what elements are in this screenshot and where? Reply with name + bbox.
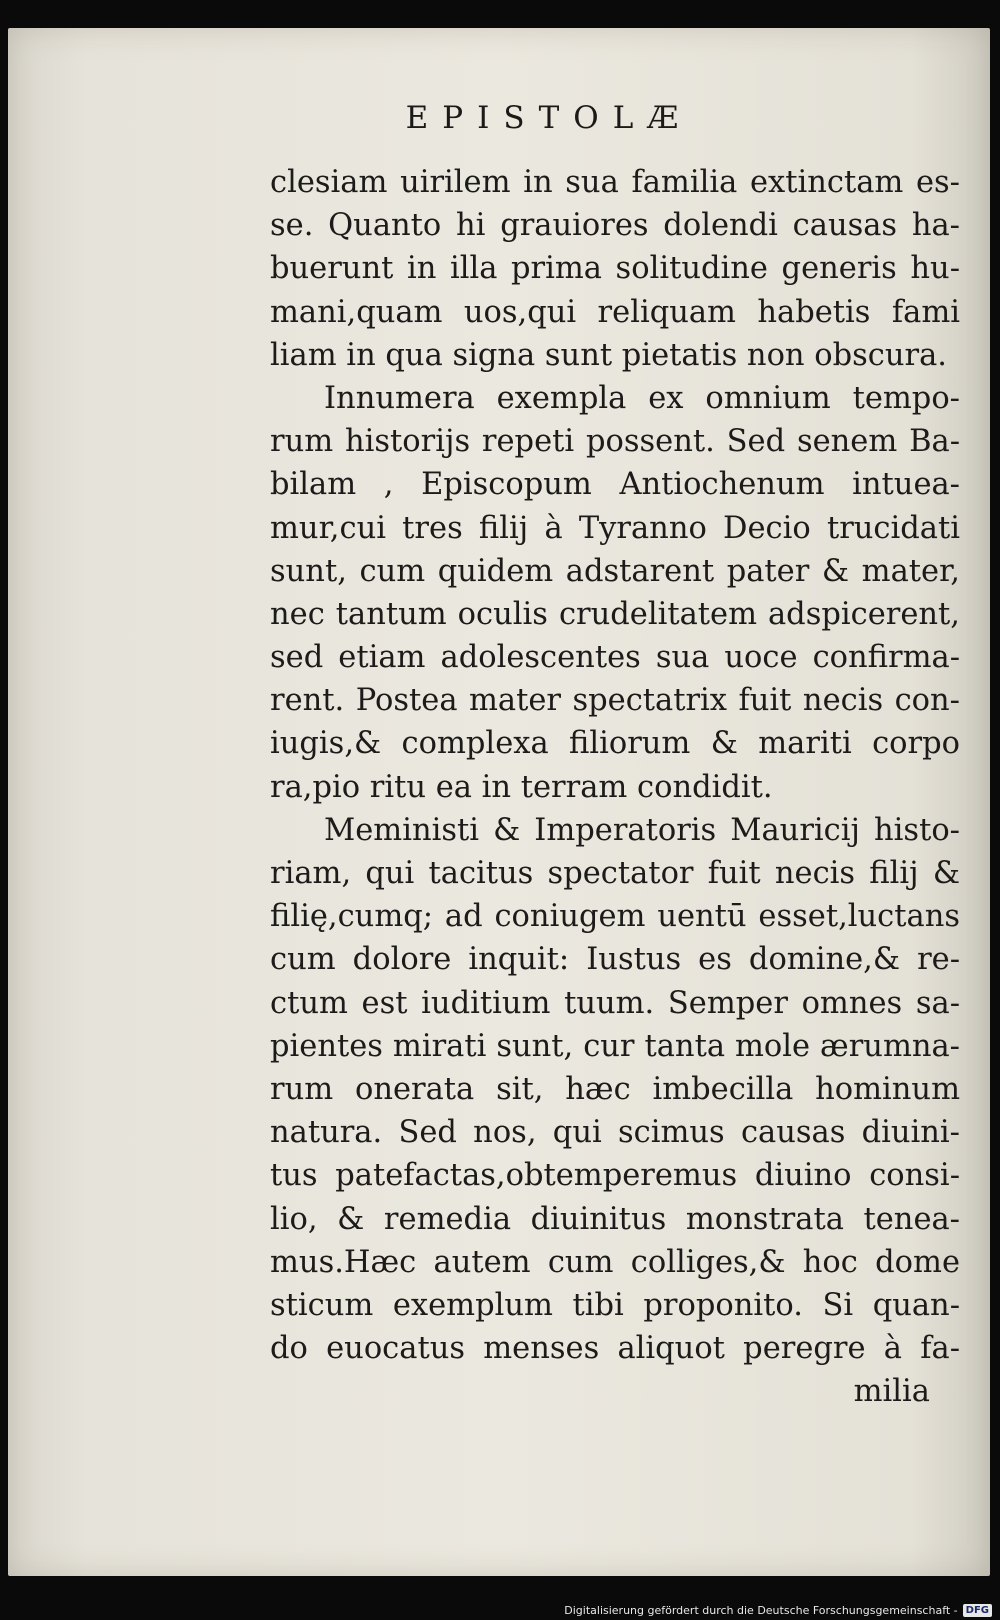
book-page (8, 28, 990, 1576)
text-line: buerunt in illa prima solitudine generis hu- (270, 251, 960, 287)
text-line: sunt, cum quidem adstarent pater & mater, (270, 553, 960, 589)
text-line: sed etiam adolescentes sua uoce confirma- (270, 640, 960, 676)
text-line: riam, qui tacitus spectator fuit necis filij & (270, 856, 960, 891)
text-line: tus patefactas,obtemperemus diuino consi- (270, 1158, 960, 1194)
text-line: iugis,& complexa filiorum & mariti corpo (270, 726, 960, 762)
text-line: Meministi & Imperatoris Mauricij histo- (324, 812, 960, 848)
catchword: milia (853, 1374, 930, 1410)
text-line: rum onerata sit, hæc imbecilla hominum (270, 1071, 960, 1107)
text-line: pientes mirati sunt, cur tanta mole ærumna- (270, 1028, 960, 1064)
text-line: bilam , Episcopum Antiochenum intuea- (270, 467, 960, 503)
text-line: ctum est iuditium tuum. Semper omnes sa- (270, 985, 960, 1021)
text-line: mur,cui tres filij à Tyranno Decio trucidati (270, 510, 960, 546)
text-line: natura. Sed nos, qui scimus causas diuini- (270, 1115, 960, 1151)
text-line: sticum exemplum tibi proponito. Si quan- (270, 1287, 960, 1323)
text-line: mus.Hæc autem cum colliges,& hoc dome (270, 1244, 960, 1280)
text-line: ra,pio ritu ea in terram condidit. (270, 769, 773, 805)
text-line: Innumera exempla ex omnium tempo- (324, 380, 960, 416)
text-line: nec tantum oculis crudelitatem adspicerent, (270, 596, 960, 632)
text-line: filię,cumq; ad coniugem uentū esset,luctans (270, 899, 960, 935)
text-line: do euocatus menses aliquot peregre à fa- (270, 1331, 960, 1367)
text-line: liam in qua signa sunt pietatis non obscura. (270, 337, 947, 373)
dfg-logo-icon: DFG (963, 1604, 992, 1617)
body-text (270, 161, 960, 1413)
footer-text: Digitalisierung gefördert durch die Deutsche Forschungsgemeinschaft - (564, 1604, 958, 1617)
digitization-credit (564, 1604, 992, 1617)
text-line: mani,quam uos,qui reliquam habetis fami (270, 294, 960, 330)
text-line: se. Quanto hi grauiores dolendi causas ha- (270, 208, 960, 244)
running-head: EPISTOLÆ (405, 100, 693, 136)
text-line: rum historijs repeti possent. Sed senem Ba- (270, 424, 960, 460)
text-line: clesiam uirilem in sua familia extinctam es- (270, 165, 960, 200)
text-line: rent. Postea mater spectatrix fuit necis con- (270, 683, 960, 719)
text-line: cum dolore inquit: Iustus es domine,& re- (270, 942, 960, 978)
text-line: lio, & remedia diuinitus monstrata tenea- (270, 1201, 960, 1237)
